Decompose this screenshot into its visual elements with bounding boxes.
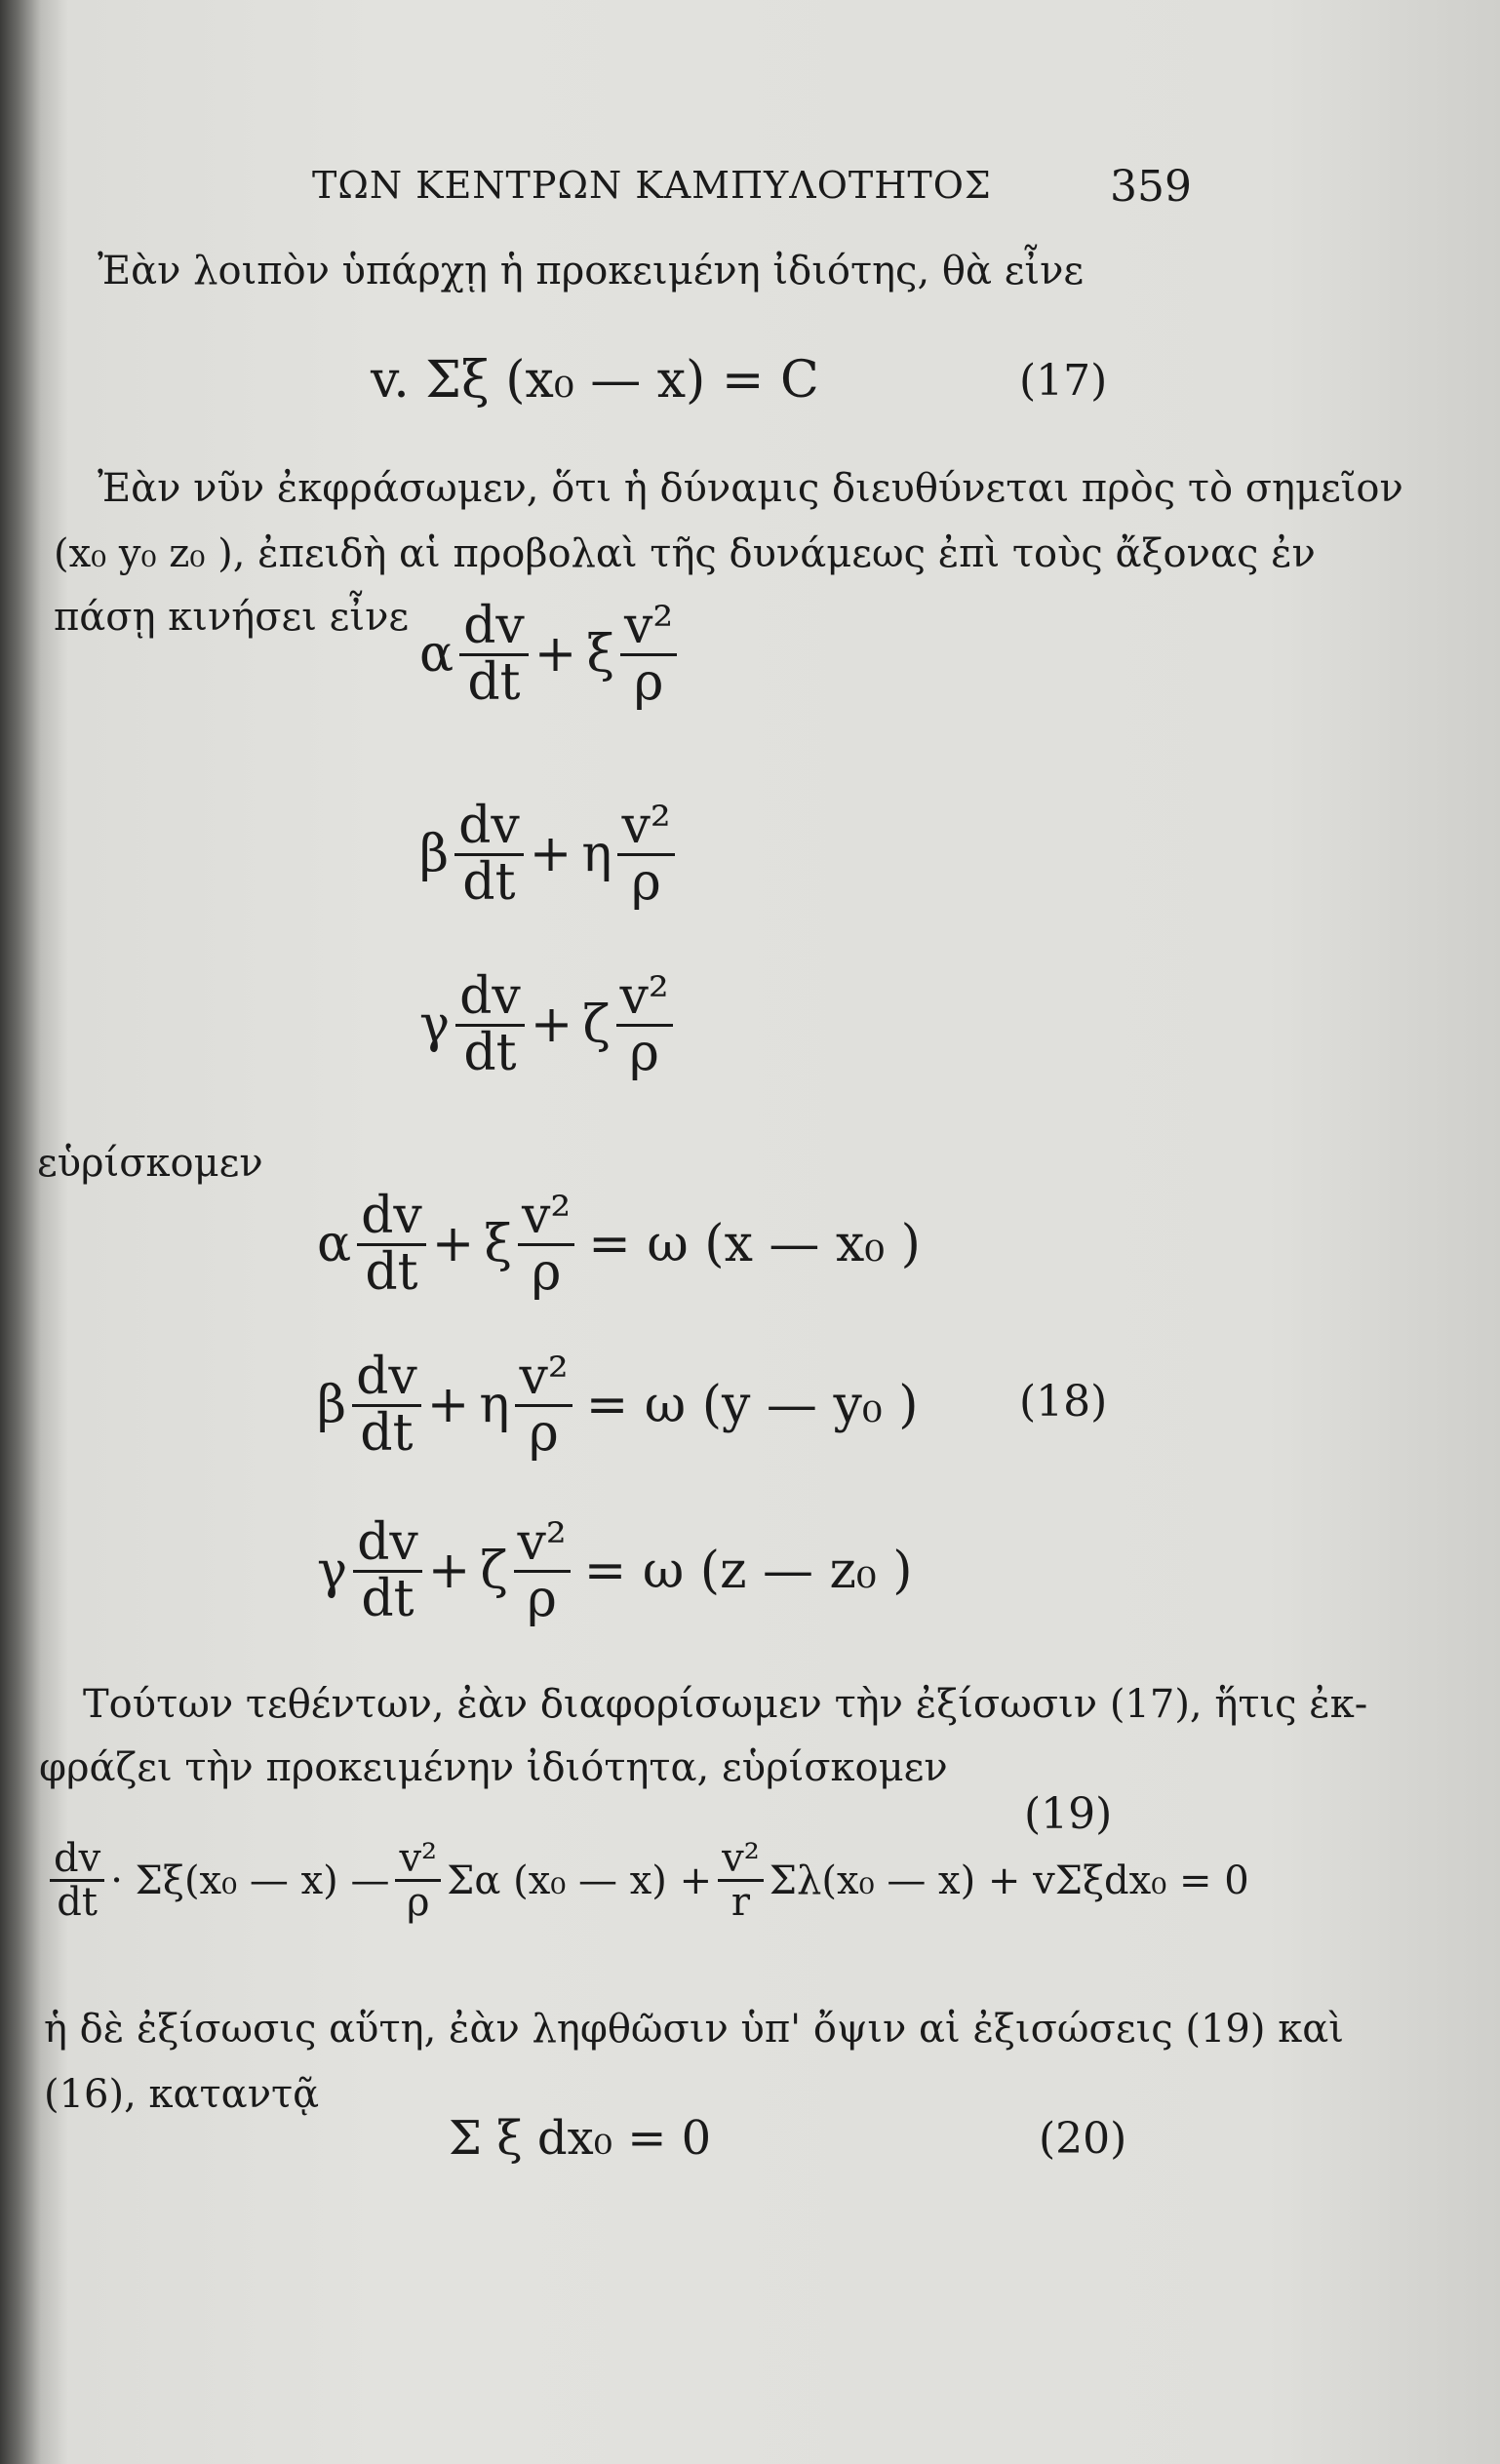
rhs: = ω (z — z₀ ) <box>583 1542 913 1601</box>
paragraph-4-line-2: φράζει τὴν προκειμένην ἰδιότητα, εὑρίσκομεν <box>39 1745 948 1790</box>
fraction-v2-rho <box>617 797 674 912</box>
denominator: dt <box>467 652 521 712</box>
denominator: ρ <box>531 1242 562 1302</box>
rhs: = ω (y — y₀ ) <box>585 1376 919 1435</box>
equation-20: Σ ξ dx₀ = 0 <box>449 2111 712 2166</box>
greek-var: ξ <box>586 625 615 684</box>
greek-var: ζ <box>480 1542 508 1601</box>
projection-beta <box>419 797 681 912</box>
numerator: dv <box>357 1190 426 1246</box>
numerator: v² <box>617 800 674 856</box>
numerator: dv <box>455 970 525 1027</box>
equation-18-number: (18) <box>1019 1377 1108 1427</box>
running-header: ΤΩΝ ΚΕΝΤΡΩΝ ΚΑΜΠΥΛΟΤΗΤΟΣ <box>312 164 992 207</box>
coef: α <box>419 625 454 684</box>
projection-alpha <box>419 597 683 712</box>
paragraph-2-line-2: (x₀ y₀ z₀ ), ἐπειδὴ αἱ προβολαὶ τῆς δυνάμεως ἐπὶ τοὺς ἄξονας ἐν <box>54 531 1316 576</box>
page-number: 359 <box>1110 162 1192 212</box>
paragraph-1: Ἐὰν λοιπὸν ὑπάρχῃ ἡ προκειμένη ἰδιότης, θὰ εἶνε <box>98 249 1085 293</box>
equation-18-z <box>317 1513 913 1628</box>
coef: γ <box>419 996 451 1055</box>
fraction-v2-rho <box>620 597 677 712</box>
denominator: dt <box>57 1880 98 1925</box>
paragraph-3: εὑρίσκομεν <box>37 1141 263 1186</box>
paragraph-2-line-3: πάσῃ κινήσει εἶνε <box>54 595 410 640</box>
numerator: dv <box>459 600 529 656</box>
denominator: dt <box>361 1569 414 1628</box>
equation-20-number: (20) <box>1039 2114 1127 2164</box>
fraction-dv-dt <box>50 1838 104 1923</box>
greek-var: ζ <box>582 996 611 1055</box>
paragraph-5-line-2: (16), καταντᾷ <box>44 2072 320 2117</box>
paragraph-2-line-1: Ἐὰν νῦν ἐκφράσωμεν, ὅτι ἡ δύναμις διευθύνεται πρὸς τὸ σημεῖον <box>98 466 1403 511</box>
fraction-v2-rho <box>616 967 673 1082</box>
denominator: ρ <box>527 1569 557 1628</box>
denominator: ρ <box>529 1403 559 1463</box>
numerator: v² <box>718 1838 764 1882</box>
denominator: dt <box>462 852 516 912</box>
projection-gamma <box>419 967 679 1082</box>
numerator: dv <box>50 1838 104 1882</box>
term-3: Σλ(x₀ — x) + vΣξdx₀ = 0 <box>769 1858 1249 1903</box>
denominator: dt <box>463 1023 517 1082</box>
denominator: ρ <box>407 1880 430 1925</box>
fraction-v2-r <box>718 1838 764 1923</box>
equation-19-number: (19) <box>1024 1789 1113 1839</box>
term-2: Σα (x₀ — x) + <box>447 1858 713 1903</box>
fraction-v2-rho <box>514 1513 571 1628</box>
coef: β <box>419 825 450 884</box>
numerator: v² <box>616 970 673 1027</box>
equation-18-y <box>317 1348 919 1463</box>
fraction-v2-rho <box>395 1838 441 1923</box>
equation-19 <box>44 1838 1249 1923</box>
fraction-dv-dt <box>454 797 524 912</box>
paragraph-5-line-1: ἡ δὲ ἐξίσωσις αὕτη, ἐὰν ληφθῶσιν ὑπ' ὄψιν αἱ ἐξισώσεις (19) καὶ <box>44 2007 1344 2052</box>
denominator: ρ <box>629 1023 659 1082</box>
plus-sign: + <box>530 996 573 1055</box>
numerator: v² <box>395 1838 441 1882</box>
greek-var: η <box>581 825 612 884</box>
denominator: ρ <box>633 652 664 712</box>
numerator: v² <box>515 1350 572 1407</box>
equation-17: v. Σξ (x₀ — x) = C <box>371 351 819 410</box>
numerator: dv <box>352 1350 421 1407</box>
numerator: v² <box>514 1516 571 1573</box>
fraction-dv-dt <box>353 1513 422 1628</box>
coef: α <box>317 1215 352 1274</box>
fraction-dv-dt <box>455 967 525 1082</box>
numerator: dv <box>454 800 524 856</box>
coef: β <box>317 1376 347 1435</box>
fraction-v2-rho <box>518 1187 574 1302</box>
plus-sign: + <box>533 625 577 684</box>
plus-sign: + <box>529 825 572 884</box>
denominator: r <box>730 1880 750 1925</box>
denominator: ρ <box>631 852 661 912</box>
fraction-dv-dt <box>459 597 529 712</box>
plus-sign: + <box>431 1215 475 1274</box>
rhs: = ω (x — x₀ ) <box>588 1215 921 1274</box>
paragraph-4-line-1: Τούτων τεθέντων, ἐὰν διαφορίσωμεν τὴν ἐξίσωσιν (17), ἥτις ἐκ- <box>83 1682 1368 1727</box>
fraction-dv-dt <box>357 1187 426 1302</box>
equation-17-number: (17) <box>1019 356 1108 406</box>
coef: γ <box>317 1542 348 1601</box>
plus-sign: + <box>426 1376 470 1435</box>
term-1: · Σξ(x₀ — x) — <box>110 1858 390 1903</box>
greek-var: η <box>479 1376 510 1435</box>
denominator: dt <box>360 1403 414 1463</box>
fraction-v2-rho <box>515 1348 572 1463</box>
numerator: v² <box>518 1190 574 1246</box>
plus-sign: + <box>427 1542 471 1601</box>
denominator: dt <box>365 1242 418 1302</box>
greek-var: ξ <box>484 1215 513 1274</box>
fraction-dv-dt <box>352 1348 421 1463</box>
equation-18-x <box>317 1187 921 1302</box>
numerator: v² <box>620 600 677 656</box>
numerator: dv <box>353 1516 422 1573</box>
